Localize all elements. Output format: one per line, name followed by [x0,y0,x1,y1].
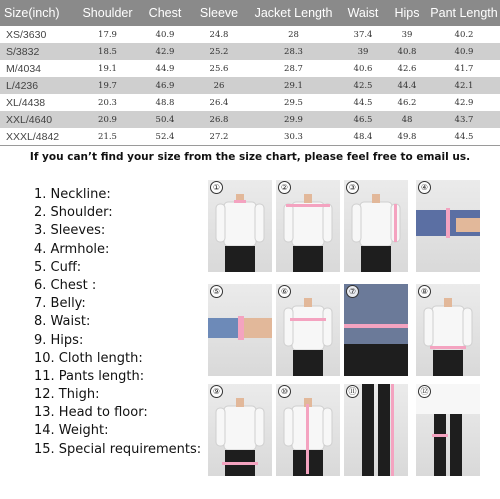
header-pant-length: Pant Length [428,0,500,26]
size-label-cell: XS/3630 [0,26,76,43]
size-value-cell: 46.9 [139,77,191,94]
size-value-cell: 52.4 [139,128,191,145]
photo-number-badge: ④ [418,181,431,194]
photo-number-badge: ② [278,181,291,194]
measurement-item: 2. Shoulder: [34,205,113,221]
size-value-cell: 44.9 [139,60,191,77]
header-shoulder: Shoulder [76,0,139,26]
photo-number-badge: ⑦ [346,285,359,298]
size-label-cell: S/3832 [0,43,76,60]
size-value-cell: 44.4 [386,77,428,94]
size-value-cell: 50.4 [139,111,191,128]
divider [0,145,500,146]
size-value-cell: 39 [386,26,428,43]
size-value-cell: 42.1 [428,77,500,94]
measurement-photo-thigh [416,384,480,476]
size-value-cell: 28.7 [247,60,340,77]
photo-number-badge: ⑧ [418,285,431,298]
size-value-cell: 29.5 [247,94,340,111]
size-value-cell: 40.2 [428,26,500,43]
size-value-cell: 21.5 [76,128,139,145]
size-label-cell: XL/4438 [0,94,76,111]
size-value-cell: 29.1 [247,77,340,94]
size-row [0,128,500,145]
measurement-photo-sleeves [344,180,408,272]
measurement-item: 3. Sleeves: [34,223,106,239]
size-value-cell: 26 [191,77,247,94]
photo-number-badge: ① [210,181,223,194]
size-value-cell: 28.3 [247,43,340,60]
measurement-item: 6. Chest : [34,277,97,293]
size-value-cell: 18.5 [76,43,139,60]
size-value-cell: 48.4 [340,128,386,145]
size-row [0,111,500,128]
size-value-cell: 19.7 [76,77,139,94]
photo-number-badge: ⑨ [210,385,223,398]
size-value-cell: 25.2 [191,43,247,60]
measurement-item: 1. Neckline: [34,187,111,202]
size-chart-table [0,0,500,145]
measurement-list [34,186,201,459]
size-value-cell: 44.5 [340,94,386,111]
size-value-cell: 40.9 [428,43,500,60]
size-value-cell: 41.7 [428,60,500,77]
measurement-photo-cloth-length [276,384,340,476]
size-value-cell: 24.8 [191,26,247,43]
size-label-cell: XXL/4640 [0,111,76,128]
size-row [0,43,500,60]
measurement-item: 11. Pants length: [34,368,145,384]
header-chest: Chest [139,0,191,26]
size-row [0,94,500,111]
measurement-item: 7. Belly: [34,296,86,312]
measurement-photo-pants-length [344,384,408,476]
size-value-cell: 20.9 [76,111,139,128]
size-value-cell: 27.2 [191,128,247,145]
measurement-photo-shoulder [276,180,340,272]
measurement-photo-belly [344,284,408,376]
measurement-photo-cuff [208,284,272,376]
header-size: Size(inch) [0,0,76,26]
measurement-item: 14. Weight: [34,423,109,439]
photo-number-badge: ⑥ [278,285,291,298]
size-chart-header-row [0,0,500,26]
measurement-photo-chest [276,284,340,376]
size-value-cell: 20.3 [76,94,139,111]
size-value-cell: 40.8 [386,43,428,60]
size-value-cell: 46.5 [340,111,386,128]
size-value-cell: 26.8 [191,111,247,128]
size-value-cell: 42.9 [139,43,191,60]
size-value-cell: 28 [247,26,340,43]
size-value-cell: 26.4 [191,94,247,111]
size-value-cell: 29.9 [247,111,340,128]
measurement-photo-neckline [208,180,272,272]
size-value-cell: 44.5 [428,128,500,145]
size-row [0,26,500,43]
size-value-cell: 17.9 [76,26,139,43]
header-sleeve: Sleeve [191,0,247,26]
measurement-item: 5. Cuff: [34,259,82,275]
size-row [0,77,500,94]
size-value-cell: 48 [386,111,428,128]
measurement-item: 12. Thigh: [34,387,100,403]
size-value-cell: 25.6 [191,60,247,77]
measurement-item: 15. Special requirements: [34,441,202,457]
measurement-photo-waist [416,284,480,376]
photo-number-badge: ③ [346,181,359,194]
measurement-item: 10. Cloth length: [34,350,143,366]
photo-number-badge: ⑩ [278,385,291,398]
size-value-cell: 19.1 [76,60,139,77]
size-label-cell: XXXL/4842 [0,128,76,145]
size-row [0,60,500,77]
size-value-cell: 49.8 [386,128,428,145]
size-notice: If you can’t find your size from the size chart, please feel free to email us. [29,151,471,163]
size-value-cell: 46.2 [386,94,428,111]
size-label-cell: L/4236 [0,77,76,94]
size-label-cell: M/4034 [0,60,76,77]
size-value-cell: 40.9 [139,26,191,43]
measurement-item: 4. Armhole: [34,241,110,257]
size-value-cell: 42.5 [340,77,386,94]
measurement-photo-armhole [416,180,480,272]
size-value-cell: 30.3 [247,128,340,145]
size-value-cell: 39 [340,43,386,60]
measurement-item: 13. Head to floor: [34,405,148,421]
photo-number-badge: ⑫ [418,385,431,398]
size-value-cell: 37.4 [340,26,386,43]
size-value-cell: 42.6 [386,60,428,77]
measurement-item: 9. Hips: [34,332,84,348]
photo-number-badge: ⑪ [346,385,359,398]
measurement-photo-hips [208,384,272,476]
measurement-item: 8. Waist: [34,314,91,330]
size-value-cell: 40.6 [340,60,386,77]
photo-number-badge: ⑤ [210,285,223,298]
size-value-cell: 43.7 [428,111,500,128]
size-value-cell: 42.9 [428,94,500,111]
header-waist: Waist [340,0,386,26]
size-value-cell: 48.8 [139,94,191,111]
header-hips: Hips [386,0,428,26]
header-jacket-length: Jacket Length [247,0,340,26]
